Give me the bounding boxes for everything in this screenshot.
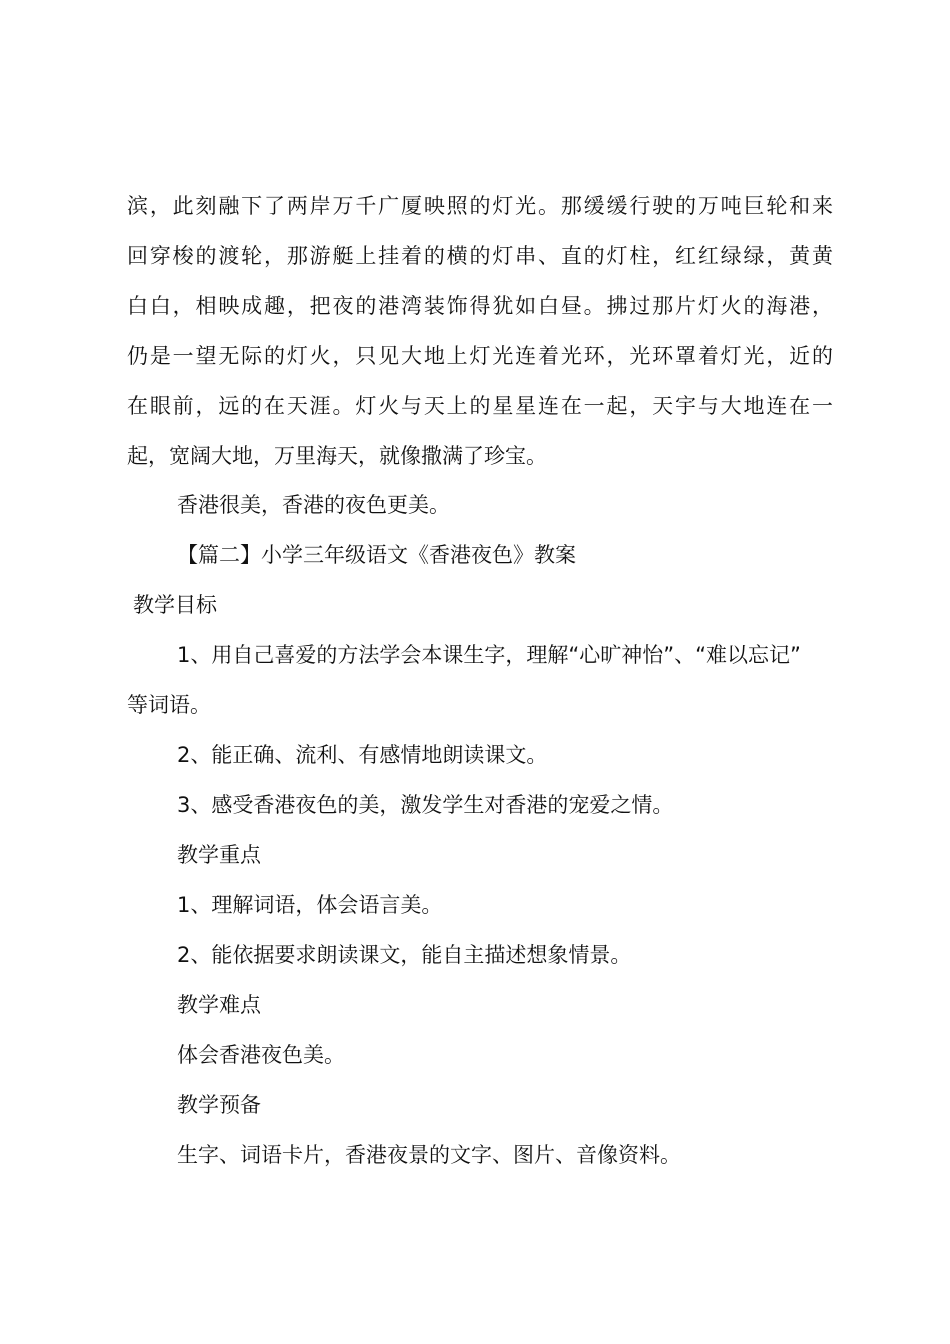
objective-1-line-1: 1、用自己喜爱的方法学会本课生字，理解“心旷神怡”、“难以忘记” <box>177 643 801 667</box>
key-point-2: 2、能依据要求朗读课文，能自主描述想象情景。 <box>177 943 632 967</box>
section-title: 【篇二】小学三年级语文《香港夜色》教案 <box>177 543 576 567</box>
objective-3: 3、感受香港夜色的美，激发学生对香港的宠爱之情。 <box>177 793 674 817</box>
paragraph-hong-kong-night <box>127 181 833 481</box>
key-points-heading: 教学重点 <box>177 843 261 867</box>
objectives-heading: 教学目标 <box>133 593 217 617</box>
difficulty-heading: 教学难点 <box>177 993 261 1017</box>
difficulty-text: 体会香港夜色美。 <box>177 1043 345 1067</box>
preparation-heading: 教学预备 <box>177 1093 261 1117</box>
paragraph-line: 仍是一望无际的灯火，只见大地上灯光连着光环，光环罩着灯光，近的 <box>127 344 833 368</box>
paragraph-line: 起，宽阔大地，万里海天，就像撒满了珍宝。 <box>127 444 547 468</box>
preparation-text: 生字、词语卡片，香港夜景的文字、图片、音像资料。 <box>177 1143 681 1167</box>
objective-1-line-2: 等词语。 <box>127 693 211 717</box>
key-point-1: 1、理解词语，体会语言美。 <box>177 893 443 917</box>
paragraph-line: 白白，相映成趣，把夜的港湾装饰得犹如白昼。拂过那片灯火的海港， <box>127 294 833 318</box>
sentence-hk: 香港很美，香港的夜色更美。 <box>177 493 450 517</box>
paragraph-line: 回穿梭的渡轮，那游艇上挂着的横的灯串、直的灯柱，红红绿绿，黄黄 <box>127 244 833 268</box>
paragraph-line: 滨，此刻融下了两岸万千广厦映照的灯光。那缓缓行驶的万吨巨轮和来 <box>127 194 833 218</box>
objective-2: 2、能正确、流利、有感情地朗读课文。 <box>177 743 548 767</box>
paragraph-line: 在眼前，远的在天涯。灯火与天上的星星连在一起，天宇与大地连在一 <box>127 394 833 418</box>
